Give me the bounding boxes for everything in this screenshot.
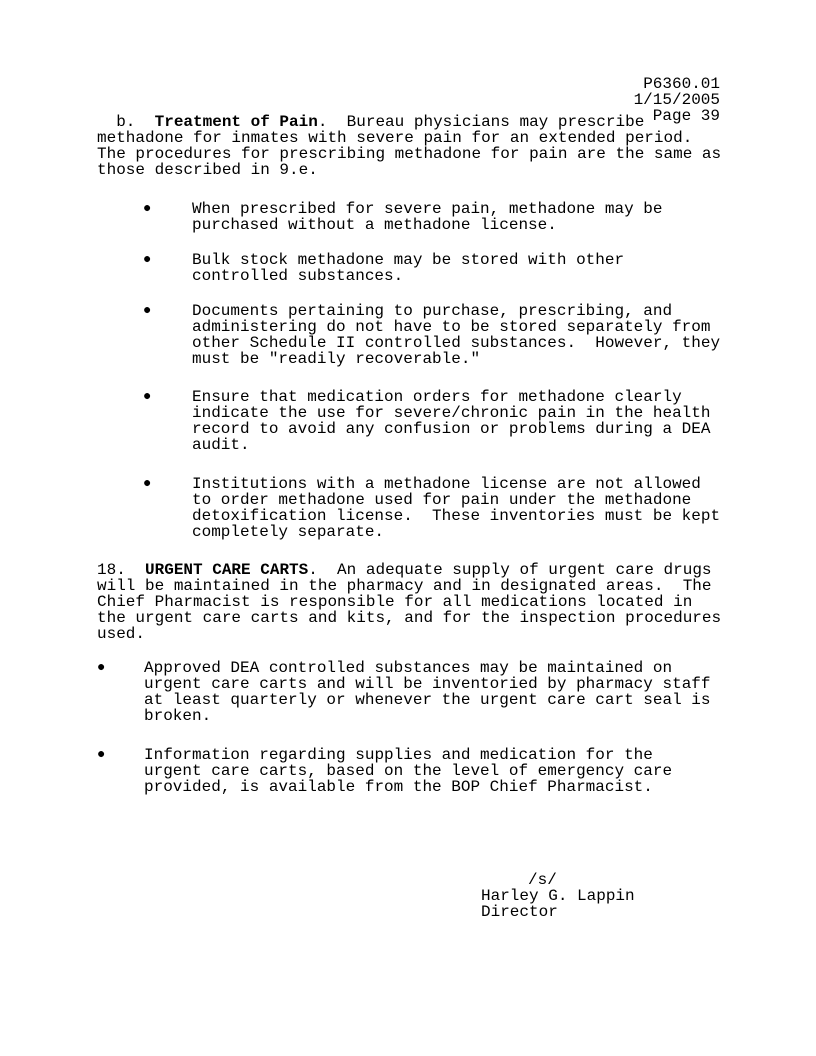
list-item: Approved DEA controlled substances may be maintained on urgent care carts and will be inventoried by pharmacy staff at least quarterly or whenever the urgent care cart seal is broken. — [144, 659, 711, 725]
paragraph-label: b. — [97, 113, 155, 131]
signature-mark: /s/ — [528, 871, 557, 889]
signatory-title: Director — [481, 903, 558, 921]
doc-date: 1/15/2005 — [633, 91, 720, 109]
paragraph-heading: URGENT CARE CARTS — [145, 561, 309, 579]
paragraph-urgent-care-carts — [97, 562, 721, 642]
bullet-icon: ● — [97, 660, 106, 676]
list-item: Information regarding supplies and medication for the urgent care carts, based on the level of emergency care provided, is available from the BOP Chief Pharmacist. — [144, 746, 673, 796]
bullet-icon: ● — [143, 303, 152, 319]
signatory-name: Harley G. Lappin — [481, 887, 635, 905]
paragraph-heading: Treatment of Pain — [154, 113, 318, 131]
bullet-icon: ● — [143, 476, 152, 492]
page-number: Page 39 — [652, 107, 720, 125]
list-item: Institutions with a methadone license are not allowed to order methadone used for pain under the methadone detoxification license. These inventories must be kept completely separate. — [192, 475, 721, 541]
bullet-icon: ● — [143, 252, 152, 268]
list-item: Bulk stock methadone may be stored with other controlled substances. — [192, 251, 625, 285]
bullet-icon: ● — [143, 389, 152, 405]
paragraph-treatment-of-pain — [97, 114, 721, 178]
bullet-icon: ● — [97, 747, 106, 763]
doc-number: P6360.01 — [643, 75, 720, 93]
paragraph-text: . An adequate supply of urgent care drugs will be maintained in the pharmacy and in designated areas. The Chief Pharmacist is responsible for all medications located in the urgent care carts and kits, and for the inspection procedures used. — [97, 561, 722, 643]
list-item: Documents pertaining to purchase, prescribing, and administering do not have to be stored separately from other Schedule II controlled substances. However, they must be "readily recoverable." — [192, 302, 721, 368]
list-item: Ensure that medication orders for methadone clearly indicate the use for severe/chronic pain in the health record to avoid any confusion or problems during a DEA audit. — [192, 388, 711, 454]
bullet-icon: ● — [143, 201, 152, 217]
list-item: When prescribed for severe pain, methadone may be purchased without a methadone license. — [192, 200, 663, 234]
paragraph-label: 18. — [97, 561, 146, 579]
paragraph-text: . Bureau physicians may prescribe methadone for inmates with severe pain for an extended period. The procedures for prescribing methadone for pain are the same as those described in 9.e. — [97, 113, 722, 179]
